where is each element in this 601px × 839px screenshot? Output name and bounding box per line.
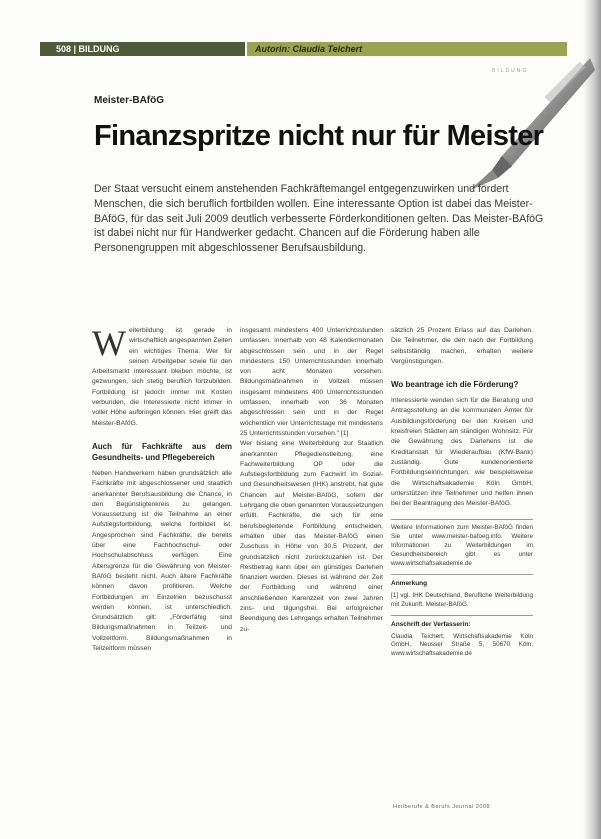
author-label: Autorin: Claudia Teichert [247,42,567,56]
column-3-body-1: sätzlich 25 Prozent Erlass auf das Darlehen. Die Teilnehmer, die den nach der Fortbildung selbstständig machen, erhalten weitere Vergünstigungen. [391,327,533,365]
section-label: 508 | BILDUNG [40,42,245,56]
intro-text: eiterbildung ist gerade in wirtschaftlich angespannten Zeiten ein wichtiges Thema. Wer für seinen Arbeitgeber sowie für den Arbeitsmarkt interessant bleiben möchte, ist gezwungen, sich stetig beruflich fortzubilden. Fortbildung ist jedoch immer mit Kosten verbunden, die Interessierte nicht immer in voller Höhe aufbringen können. Hier greift das Meister-BAföG. [92,327,232,427]
column-3 [391,326,533,659]
info-box [391,519,533,659]
header-bar [40,42,580,56]
author-address: Claudia Teichert, Wirtschaftsakademie Köln GmbH, Neusser Straße 5, 50670 Köln, www.wirtschaftsakademie.de [391,632,533,658]
article-kicker: Meister-BAföG [94,95,165,106]
article-title: Finanzspritze nicht nur für Meister [94,120,544,152]
drop-cap: W [92,323,126,363]
info-text: Weitere Informationen zum Meister-BAföG finden Sie unter www.meister-bafoeg.info. Weitere Informationen zu Weiterbildungen im Gesundheitsbereich gibt es unter www.wirtschaftsakademie.de [391,524,533,567]
column-2 [240,326,383,635]
column-2-body-1: insgesamt mindestens 400 Unterrichtsstunden umfassen, innerhalb von 48 Kalendermonaten abgeschlossen sein und in der Regel mindestens 150 Unterrichtsstunden innerhalb von acht Monaten vorsehen. Bildungsmaßnahmen in Vollzeit müssen insgesamt mindestens 400 Unterrichtsstunden umfassen, innerhalb von 36 Monaten abgeschlossen sein und in der Regel wöchentlich vier Unterrichtstage mit mindestens 25 Unterrichtsstunden vorsehen." [1] [240,327,383,437]
section-tag: BILDUNG [492,68,529,74]
author-address-heading: Anschrift der Verfasserin: [391,615,533,630]
column-3-body-2: Interessierte wenden sich für die Beratung und Antragsstellung an die kommunalen Ämter für Ausbildungsförderung bei den Kreisen und kreisfreien Städten am ständigen Wohnsitz. Für die Gewährung des Darlehens ist die Kreditanstalt für Wiederaufbau (KfW-Bank) zuständig. Gute kundenorientierte Fortbildungseinrichtungen, wie beispielsweise die Wirtschaftsakademie Köln GmbH, unterstützen ihre Teilnehmer und helfen ihnen bei der Beantragung des Meister-BAföG. [391,397,533,508]
column-1-body: Neben Handwerkern haben grundsätzlich alle Fachkräfte mit abgeschlossener und staatlich anerkannter Berufsausbildung die Chance, in den Begünstigtenkreis zu gelangen. Voraussetzung ist die Teilnahme an einer Aufstiegsfortbildung, welche fortbildet ist. Angesprochen sind Fachkräfte, die bereits über eine Fachhochschul- oder Hochschulabschluss verfügen. Eine Altersgrenze für die Gewährung von Meister-BAföG besteht nicht. Auch ältere Fachkräfte können davon profitieren. Welche Fortbildungen im Einzelnen bezuschusst werden können, ist unterschiedlich. Grundsätzlich gilt: „Förderfähig sind Bildungsmaßnahmen in Teilzeit- und Vollzeitform. Bildungsmaßnahmen in Teilzeitform müssen [92,469,232,653]
article-lead: Der Staat versucht einem anstehenden Fachkräftemangel entgegenzuwirken und fördert Menschen, die sich beruflich fortbilden wollen. Eine interessante Option ist dabei das Meister-BAföG, für das seit Juli 2009 deutlich verbesserte Förderkonditionen gelten. Das Meister-BAföG ist dabei nicht nur für Handwerker gedacht. Chancen auf die Förderung haben alle Personengruppen mit abgeschlossener Berufsausbildung. [94,183,544,255]
note-text: [1] vgl. IHK Deutschland, Berufliche Weiterbildung mit Zukunft. Meister-BAföG. [391,591,533,608]
note-heading: Anmerkung [391,574,533,589]
subheading-application: Wo beantrage ich die Förderung? [391,380,519,390]
page-footer: Heilberufe & Berufs Journal 2009 [393,804,491,810]
subheading-health: Auch für Fachkräfte aus dem Gesundheits- und Pflegebereich [92,441,232,462]
column-1 [92,323,232,654]
column-2-body-2: Wer bislang eine Weiterbildung zur Staatlich anerkannten Pflegedienstleitung, eine Fachweiterbildung OP oder die Aufstiegsfortbildung zum Fachwirt im Sozial- und Gesundheitswesen (IHK) anstrebt, hat gute Chancen auf Meister-BAföG, sofern der Lehrgang die oben genannten Voraussetzungen erfüllt. Fachkräfte, die sich für eine berufsbegleitende Fortbildung entscheiden, erhalten über das Meister-BAföG einen Zuschuss in Höhe von 30,5 Prozent, der grundsätzlich nicht zurückzuzahlen ist. Der Restbetrag kann über ein günstiges Darlehen finanziert werden. Dieses ist während der Zeit der Fortbildung und während einer anschließenden Karenzzeit von zwei Jahren zins- und tilgungsfrei. Bei erfolgreicher Beendigung des Lehrgangs erhalten Teilnehmer zu- [240,440,383,633]
